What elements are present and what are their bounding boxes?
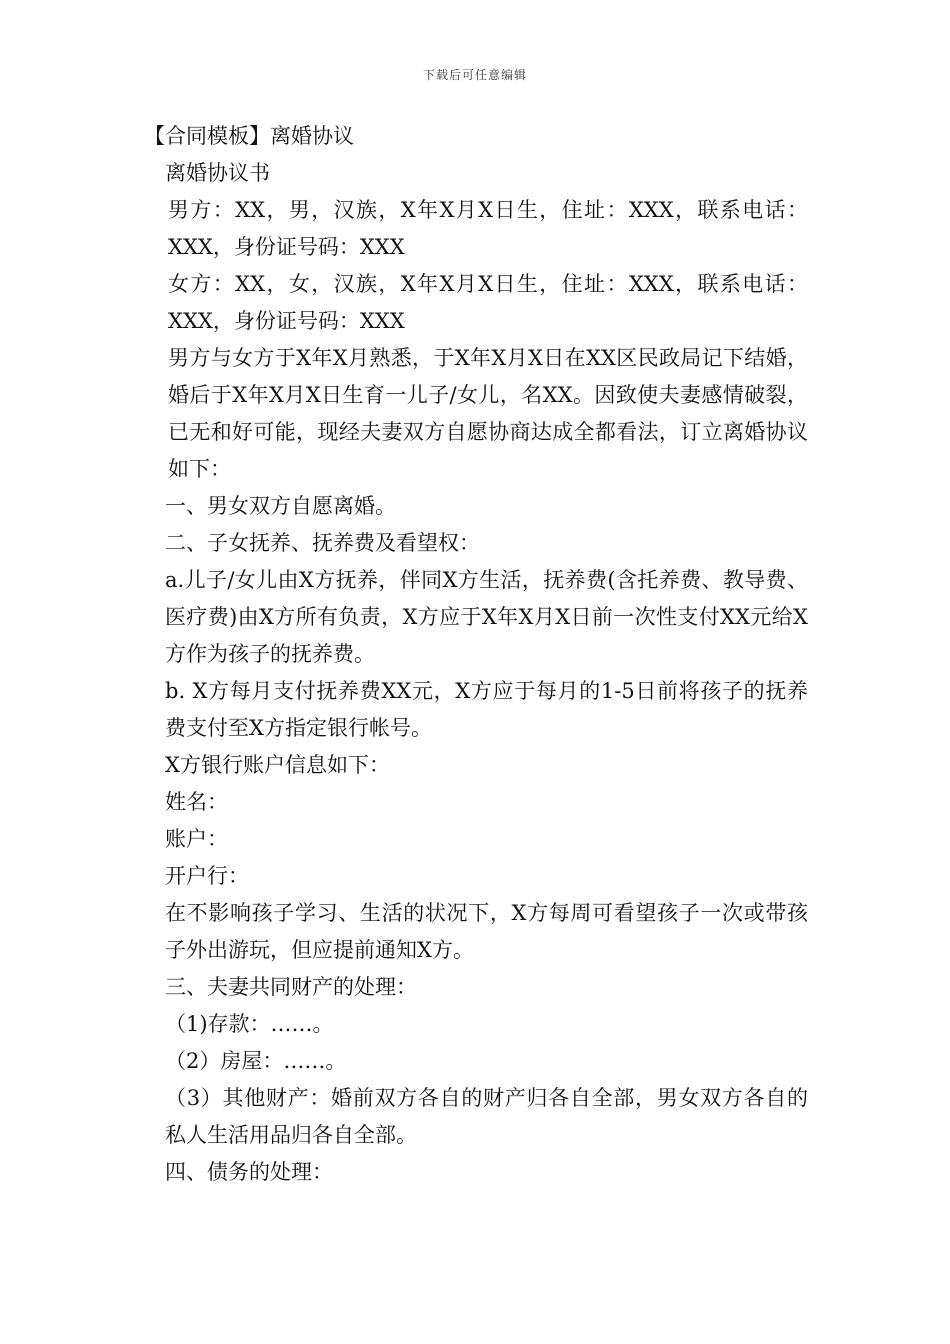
bank-branch-field: 开户行： [165,864,249,888]
bank-info-heading: X方银行账户信息如下： [165,753,390,777]
clause-3-1-savings: （1)存款：……。 [165,1012,334,1036]
document-body [144,118,808,1191]
document-subtitle: 离婚协议书 [165,161,270,185]
bank-name-field: 姓名： [165,790,228,814]
paragraph-female-party: 女方：XX，女，汉族，X年X月X日生，住址：XXX，联系电话：XXX，身份证号码：XXX [168,272,808,333]
document-title: 【合同模板】离婚协议 [144,124,354,148]
clause-3-heading: 三、夫妻共同财产的处理： [165,975,417,999]
page-header-note: 下载后可任意编辑 [422,68,527,82]
clause-3-3-other-property: （3）其他财产：婚前双方各自的财产归各自全部，男女双方各自的私人生活用品归各自全部。 [165,1086,808,1147]
clause-2-heading: 二、子女抚养、抚养费及看望权： [165,531,480,555]
clause-2b-monthly-support: b. X方每月支付抚养费XX元，X方应于每月的1-5日前将孩子的抚养费支付至X方指定银行帐号。 [165,679,808,740]
clause-1-divorce: 一、男女双方自愿离婚。 [165,494,396,518]
paragraph-male-party: 男方：XX，男，汉族，X年X月X日生，住址：XXX，联系电话：XXX，身份证号码：XXX [168,198,808,259]
clause-4-heading: 四、债务的处理： [165,1160,333,1184]
clause-2a-custody: a.儿子/女儿由X方抚养，伴同X方生活，抚养费(含托养费、教导费、医疗费)由X方所有负责，X方应于X年X月X日前一次性支付XX元给X方作为孩子的抚养费。 [165,568,808,666]
visitation-paragraph: 在不影响孩子学习、生活的状况下，X方每周可看望孩子一次或带孩子外出游玩，但应提前通知X方。 [165,901,808,962]
clause-3-2-house: （2）房屋：……。 [165,1049,347,1073]
paragraph-marriage-background: 男方与女方于X年X月熟悉，于X年X月X日在XX区民政局记下结婚，婚后于X年X月X日生育一儿子/女儿，名XX。因致使夫妻感情破裂，已无和好可能，现经夫妻双方自愿协商达成全都看法，订立离婚协议如下： [168,346,808,481]
bank-account-field: 账户： [165,827,228,851]
